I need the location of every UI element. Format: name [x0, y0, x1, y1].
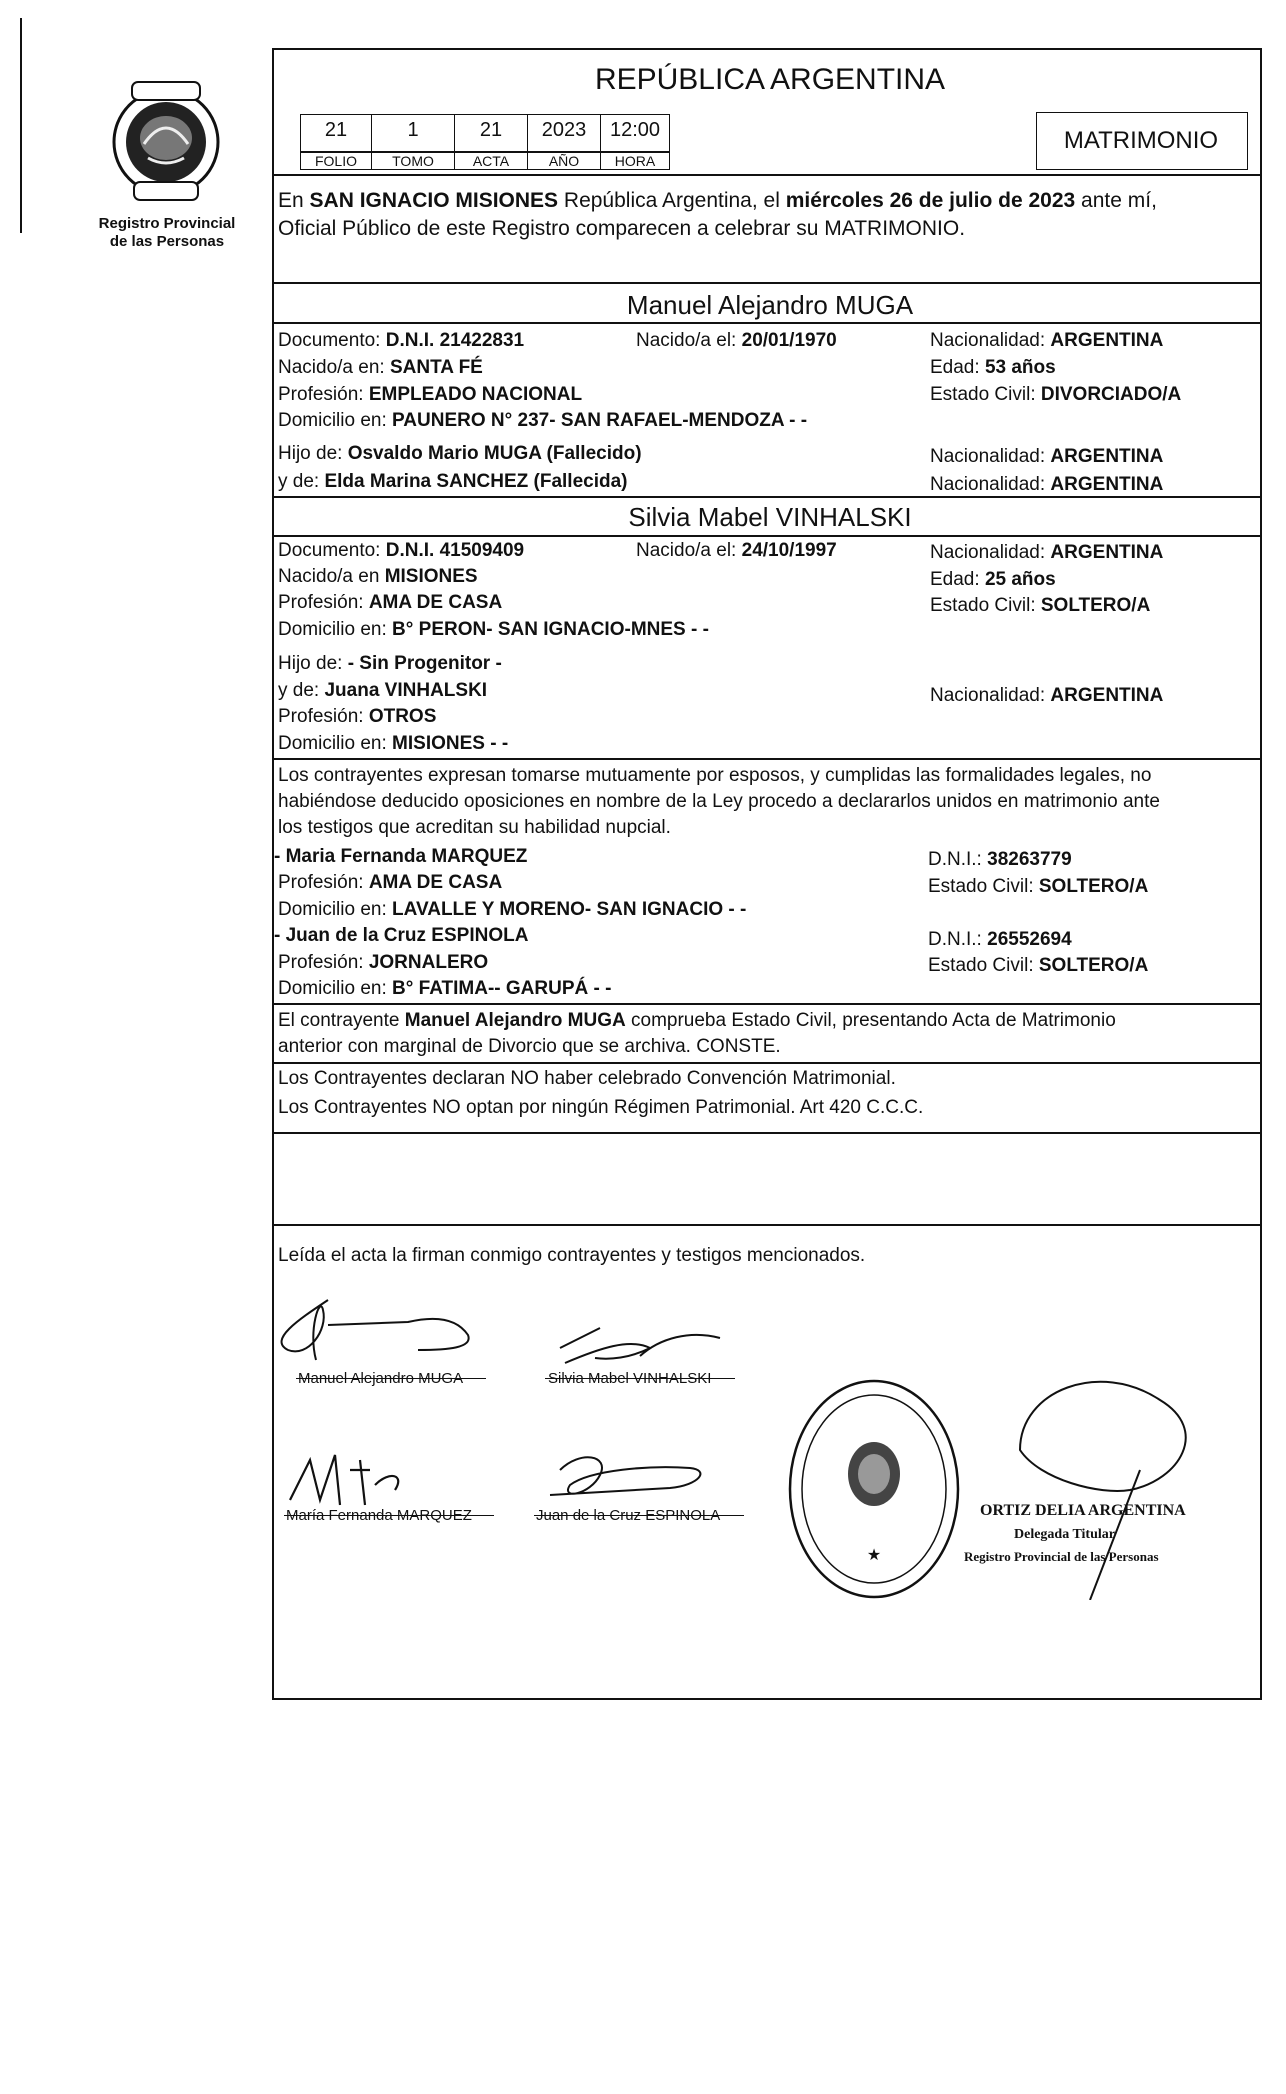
- logo-caption-line2: de las Personas: [109, 233, 225, 250]
- party2-civil-label: Estado Civil:: [930, 595, 1041, 616]
- party2-mother-nat-label: Nacionalidad:: [930, 685, 1051, 706]
- signature-manuel-label: Manuel Alejandro MUGA: [298, 1370, 464, 1387]
- party1-prof-label: Profesión:: [278, 384, 369, 405]
- party2-prof-label: Profesión:: [278, 592, 369, 613]
- convention-line1: [278, 1068, 896, 1090]
- acta-label: ACTA: [454, 152, 528, 170]
- party2-mother-nat: [930, 685, 1163, 707]
- party1-civil-value: DIVORCIADO/A: [1040, 384, 1182, 405]
- party1-name-divider: [272, 322, 1262, 324]
- party2-mother-label: y de:: [278, 680, 325, 701]
- party1-doc-value: D.N.I. 21422831: [385, 330, 525, 351]
- party1-place-value: SANTA FÉ: [389, 357, 483, 378]
- convention-line1-c: haber celebrado Convención Matrimonial.: [538, 1068, 896, 1089]
- party2-father: [278, 653, 502, 675]
- official-stamp-line1: ORTIZ DELIA ARGENTINA: [980, 1502, 1186, 1519]
- hora-value: 12:00: [600, 114, 670, 152]
- witness2-dni-label: D.N.I.:: [928, 929, 988, 950]
- party2-civil-value: SOLTERO/A: [1040, 595, 1151, 616]
- civil-proof-name: Manuel Alejandro MUGA: [404, 1010, 626, 1031]
- witness2-prof-label: Profesión:: [278, 952, 369, 973]
- party1-addr: [278, 410, 807, 432]
- party2-mother-addr-value: MISIONES - -: [392, 733, 509, 754]
- ano-label: AÑO: [527, 152, 601, 170]
- declaration-line3: los testigos que acreditan su habilidad nupcial.: [278, 817, 671, 838]
- intro-date: miércoles 26 de julio de 2023: [785, 189, 1076, 212]
- party2-age: [930, 569, 1056, 591]
- signature-manuel-scribble: [268, 1290, 508, 1370]
- witness2-name: - Juan de la Cruz ESPINOLA: [274, 925, 529, 946]
- party1-age-value: 53 años: [984, 357, 1056, 378]
- party2-addr-label: Domicilio en:: [278, 619, 393, 640]
- country-title: REPÚBLICA ARGENTINA: [594, 63, 946, 96]
- logo-caption-line1: Registro Provincial: [98, 215, 236, 232]
- intro-p3: ante mí,: [1075, 189, 1157, 212]
- witness1-prof-value: AMA DE CASA: [368, 872, 503, 893]
- party2-prof: [278, 592, 502, 614]
- coat-of-arms-icon: [104, 72, 228, 212]
- party2-addr-value: B° PERON- SAN IGNACIO-MNES - -: [392, 619, 709, 640]
- party2-nat-value: ARGENTINA: [1050, 542, 1164, 563]
- party1-mother-nat-value: ARGENTINA: [1050, 474, 1164, 495]
- party2-doc: [278, 540, 524, 562]
- party1-doc-label: Documento:: [278, 330, 386, 351]
- party1-name: Manuel Alejandro MUGA: [626, 290, 914, 320]
- witness2-addr-label: Domicilio en:: [278, 978, 393, 999]
- witness1-civil-label: Estado Civil:: [928, 876, 1039, 897]
- party2-mother-prof: [278, 706, 436, 728]
- party2-doc-label: Documento:: [278, 540, 386, 561]
- party1-father: [278, 443, 642, 465]
- party2-age-value: 25 años: [984, 569, 1056, 590]
- convention-line1-a: Los Contrayentes declaran: [278, 1068, 511, 1089]
- party1-addr-label: Domicilio en:: [278, 410, 393, 431]
- civil-proof-divider: [272, 1062, 1262, 1064]
- signature-silvia-scribble: [540, 1318, 740, 1378]
- folio-label: FOLIO: [300, 152, 372, 170]
- party2-mother-value: Juana VINHALSKI: [324, 680, 488, 701]
- witness2-addr-value: B° FATIMA-- GARUPÁ - -: [392, 978, 612, 999]
- party1-addr-value: PAUNERO N° 237- SAN RAFAEL-MENDOZA - -: [392, 410, 808, 431]
- convention-line2: [278, 1097, 923, 1119]
- witness2-dni-value: 26552694: [987, 929, 1072, 950]
- party1-place: [278, 357, 483, 379]
- intro-p2: República Argentina, el: [558, 189, 786, 212]
- empty-section-divider: [272, 1224, 1262, 1226]
- party1-divider: [272, 496, 1262, 498]
- ano-value: 2023: [527, 114, 601, 152]
- intro-place: SAN IGNACIO MISIONES: [309, 189, 559, 212]
- witness1-addr: [278, 899, 746, 921]
- witness2-prof-value: JORNALERO: [368, 952, 489, 973]
- civil-proof-p2: comprueba Estado Civil, presentando Acta de Matrimonio: [625, 1010, 1116, 1031]
- party2-mother-prof-label: Profesión:: [278, 706, 369, 727]
- party1-civil-label: Estado Civil:: [930, 384, 1041, 405]
- seal-icon: [784, 1374, 964, 1604]
- civil-proof-line1: [278, 1010, 1116, 1032]
- signature-silvia-label: Silvia Mabel VINHALSKI: [548, 1370, 712, 1387]
- party1-prof: [278, 384, 582, 406]
- convention-line2-a: Los Contrayentes: [278, 1097, 433, 1118]
- logo-caption: [82, 215, 252, 251]
- margin-line: [20, 18, 22, 233]
- witness1-civil: [928, 876, 1148, 898]
- party1-nat-value: ARGENTINA: [1050, 330, 1164, 351]
- party2-name: Silvia Mabel VINHALSKI: [628, 502, 912, 532]
- party1-birth: [636, 330, 837, 352]
- witness1-civil-value: SOLTERO/A: [1038, 876, 1149, 897]
- party2-addr: [278, 619, 709, 641]
- party1-nat-label: Nacionalidad:: [930, 330, 1051, 351]
- party2-father-value: - Sin Progenitor -: [347, 653, 502, 674]
- act-type-label: MATRIMONIO: [1063, 127, 1219, 154]
- party2-prof-value: AMA DE CASA: [368, 592, 503, 613]
- convention-line2-no: NO: [432, 1097, 461, 1118]
- party1-age-label: Edad:: [930, 357, 985, 378]
- party1-mother-nat-label: Nacionalidad:: [930, 474, 1051, 495]
- witness2-civil-label: Estado Civil:: [928, 955, 1039, 976]
- svg-text:★: ★: [866, 1547, 882, 1564]
- party2-nat-label: Nacionalidad:: [930, 542, 1051, 563]
- witness-divider: [272, 1003, 1262, 1005]
- party1-father-nat-label: Nacionalidad:: [930, 446, 1051, 467]
- party1-mother-label: y de:: [278, 471, 325, 492]
- declaration-line1: Los contrayentes expresan tomarse mutuamente por esposos, y cumplidas las formalidades legales, no: [278, 765, 1152, 786]
- party1-nat: [930, 330, 1163, 352]
- signature-maria-label: María Fernanda MARQUEZ: [286, 1507, 472, 1524]
- intro-divider: [272, 282, 1262, 284]
- intro-p1: En: [278, 189, 310, 212]
- witness2-dni: [928, 929, 1072, 951]
- witness1-addr-value: LAVALLE Y MORENO- SAN IGNACIO - -: [392, 899, 747, 920]
- party2-nat: [930, 542, 1163, 564]
- party2-civil: [930, 595, 1150, 617]
- party2-doc-value: D.N.I. 41509409: [385, 540, 525, 561]
- witness2-civil-value: SOLTERO/A: [1038, 955, 1149, 976]
- party2-mother-nat-value: ARGENTINA: [1050, 685, 1164, 706]
- province-logo: [104, 72, 228, 212]
- witness2-civil: [928, 955, 1148, 977]
- tomo-label: TOMO: [371, 152, 455, 170]
- party1-place-label: Nacido/a en:: [278, 357, 390, 378]
- tomo-value: 1: [371, 114, 455, 152]
- civil-proof-p1: El contrayente: [278, 1010, 405, 1031]
- party2-birth-value: 24/10/1997: [741, 540, 837, 561]
- closing-text: Leída el acta la firman conmigo contrayentes y testigos mencionados.: [278, 1245, 866, 1266]
- witness1-name: - Maria Fernanda MARQUEZ: [274, 846, 528, 867]
- party1-age: [930, 357, 1056, 379]
- declaration-line2: habiéndose deducido oposiciones en nombre de la Ley procedo a declararlos unidos en matrimonio ante: [278, 791, 1160, 812]
- convention-divider: [272, 1132, 1262, 1134]
- party1-father-value: Osvaldo Mario MUGA (Fallecido): [347, 443, 642, 464]
- party2-birth: [636, 540, 837, 562]
- party2-mother: [278, 680, 487, 702]
- party1-father-nat: [930, 446, 1163, 468]
- party1-civil: [930, 384, 1181, 406]
- witness2-addr: [278, 978, 611, 1000]
- party2-place-value: MISIONES: [384, 566, 478, 587]
- party2-name-divider: [272, 535, 1262, 537]
- party1-birth-label: Nacido/a el:: [636, 330, 742, 351]
- witness1-dni-label: D.N.I.:: [928, 849, 988, 870]
- party1-mother-value: Elda Marina SANCHEZ (Fallecida): [324, 471, 628, 492]
- witness1-prof-label: Profesión:: [278, 872, 369, 893]
- party1-mother: [278, 471, 628, 493]
- party2-mother-addr: [278, 733, 508, 755]
- witness1-dni: [928, 849, 1072, 871]
- official-stamp-line3: Registro Provincial de las Personas: [964, 1549, 1159, 1564]
- party2-father-label: Hijo de:: [278, 653, 348, 674]
- party2-mother-prof-value: OTROS: [368, 706, 437, 727]
- party1-mother-nat: [930, 474, 1163, 496]
- party2-place-label: Nacido/a en: [278, 566, 385, 587]
- folio-value: 21: [300, 114, 372, 152]
- party2-place: [278, 566, 478, 588]
- official-stamp-line2: Delegada Titular: [1014, 1527, 1115, 1542]
- intro-line1: [278, 190, 1157, 212]
- party2-birth-label: Nacido/a el:: [636, 540, 742, 561]
- civil-proof-line2: anterior con marginal de Divorcio que se archiva. CONSTE.: [278, 1036, 781, 1057]
- hora-label: HORA: [600, 152, 670, 170]
- witness2-prof: [278, 952, 488, 974]
- witness1-dni-value: 38263779: [987, 849, 1072, 870]
- convention-line1-no: NO: [510, 1068, 539, 1089]
- party2-mother-addr-label: Domicilio en:: [278, 733, 393, 754]
- party1-birth-value: 20/01/1970: [741, 330, 837, 351]
- registry-seal: [784, 1374, 964, 1604]
- party1-doc: [278, 330, 524, 352]
- witness1-prof: [278, 872, 502, 894]
- witness1-addr-label: Domicilio en:: [278, 899, 393, 920]
- party2-divider: [272, 758, 1262, 760]
- convention-line2-c: optan por ningún Régimen Patrimonial. Art 420 C.C.C.: [460, 1097, 924, 1118]
- party1-prof-value: EMPLEADO NACIONAL: [368, 384, 583, 405]
- signature-juan-label: Juan de la Cruz ESPINOLA: [536, 1507, 721, 1524]
- acta-value: 21: [454, 114, 528, 152]
- party1-father-label: Hijo de:: [278, 443, 348, 464]
- intro-line2: Oficial Público de este Registro comparecen a celebrar su MATRIMONIO.: [278, 217, 966, 240]
- party2-age-label: Edad:: [930, 569, 985, 590]
- header-divider: [272, 174, 1262, 176]
- party1-father-nat-value: ARGENTINA: [1050, 446, 1164, 467]
